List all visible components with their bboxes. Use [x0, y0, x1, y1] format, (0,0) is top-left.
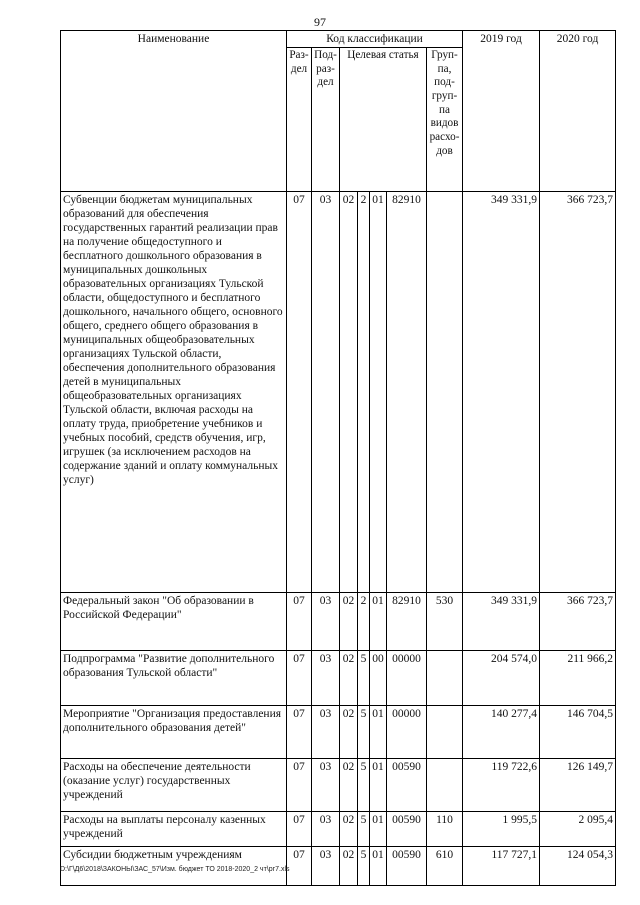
row-razdel: 07 — [287, 812, 312, 847]
row-value-2020: 126 149,7 — [540, 759, 616, 812]
row-group — [427, 651, 463, 706]
row-target-3: 01 — [370, 847, 387, 886]
row-group: 610 — [427, 847, 463, 886]
header-name: Наименование — [61, 31, 287, 192]
row-podrazdel: 03 — [312, 651, 340, 706]
row-target-1: 02 — [340, 192, 358, 593]
row-razdel: 07 — [287, 706, 312, 759]
row-target-4: 00590 — [387, 847, 427, 886]
header-row-top — [61, 31, 616, 48]
row-name: Подпрограмма "Развитие дополнительного образования Тульской области" — [61, 651, 287, 706]
header-year-2019: 2019 год — [463, 31, 540, 192]
row-target-3: 01 — [370, 593, 387, 651]
row-target-2: 2 — [358, 192, 370, 593]
row-value-2019: 140 277,4 — [463, 706, 540, 759]
row-razdel: 07 — [287, 759, 312, 812]
row-target-3: 01 — [370, 192, 387, 593]
row-target-4: 00590 — [387, 812, 427, 847]
row-value-2019: 1 995,5 — [463, 812, 540, 847]
row-value-2019: 119 722,6 — [463, 759, 540, 812]
row-name: Расходы на выплаты персоналу казенных учреждений — [61, 812, 287, 847]
row-name: Субсидии бюджетным учреждениям — [61, 847, 287, 886]
row-target-1: 02 — [340, 812, 358, 847]
row-target-1: 02 — [340, 593, 358, 651]
row-group: 530 — [427, 593, 463, 651]
row-podrazdel: 03 — [312, 706, 340, 759]
row-value-2019: 204 574,0 — [463, 651, 540, 706]
row-target-2: 5 — [358, 759, 370, 812]
row-target-3: 01 — [370, 706, 387, 759]
row-target-4: 00000 — [387, 706, 427, 759]
header-target-article: Целевая статья — [340, 48, 427, 192]
budget-table — [60, 30, 616, 886]
header-code: Код классификации — [287, 31, 463, 48]
row-value-2020: 2 095,4 — [540, 812, 616, 847]
row-value-2020: 366 723,7 — [540, 593, 616, 651]
page-number: 97 — [314, 15, 326, 29]
row-value-2020: 146 704,5 — [540, 706, 616, 759]
file-path-footer: D:\Г\Д6\2018\ЗАКОНЫ\ЗАС_57\Изм. бюджет ТО 2018-2020_2 чт\рг7.xls — [60, 866, 290, 873]
row-group — [427, 759, 463, 812]
row-value-2019: 117 727,1 — [463, 847, 540, 886]
row-target-2: 5 — [358, 812, 370, 847]
table-row — [61, 759, 616, 812]
row-name: Субвенции бюджетам муниципальных образований для обеспечения государственных гарантий реализации прав на получение общедоступного и бесплатного дошкольного образования в муниципальных дошкольных образовательных организациях Тульской области, общедоступного и бесплатного дошкольного, начального общего, основного общего, среднего общего образования в муниципальных общеобразовательных организациях Тульской области, обеспечения дополнительного образования детей в муниципальных общеобразовательных организациях Тульской области, включая расходы на оплату труда, приобретение учебников и учебных пособий, средств обучения, игр, игрушек (за исключением расходов на содержание зданий и оплату коммунальных услуг) — [61, 192, 287, 593]
row-target-4: 00000 — [387, 651, 427, 706]
row-group — [427, 706, 463, 759]
row-target-4: 82910 — [387, 593, 427, 651]
row-group — [427, 192, 463, 593]
row-value-2020: 124 054,3 — [540, 847, 616, 886]
row-target-1: 02 — [340, 847, 358, 886]
row-value-2020: 366 723,7 — [540, 192, 616, 593]
row-target-3: 01 — [370, 759, 387, 812]
row-podrazdel: 03 — [312, 593, 340, 651]
table-row — [61, 812, 616, 847]
table-row — [61, 192, 616, 593]
row-target-2: 5 — [358, 847, 370, 886]
table-row — [61, 706, 616, 759]
row-razdel: 07 — [287, 847, 312, 886]
row-group: 110 — [427, 812, 463, 847]
row-target-1: 02 — [340, 651, 358, 706]
row-name: Расходы на обеспечение деятельности (оказание услуг) государственных учреждений — [61, 759, 287, 812]
header-year-2020: 2020 год — [540, 31, 616, 192]
row-podrazdel: 03 — [312, 847, 340, 886]
row-podrazdel: 03 — [312, 812, 340, 847]
row-target-1: 02 — [340, 706, 358, 759]
row-target-2: 5 — [358, 651, 370, 706]
row-razdel: 07 — [287, 593, 312, 651]
row-podrazdel: 03 — [312, 759, 340, 812]
row-podrazdel: 03 — [312, 192, 340, 593]
row-target-1: 02 — [340, 759, 358, 812]
row-target-3: 01 — [370, 812, 387, 847]
row-value-2019: 349 331,9 — [463, 192, 540, 593]
row-target-3: 00 — [370, 651, 387, 706]
row-value-2019: 349 331,9 — [463, 593, 540, 651]
row-target-2: 2 — [358, 593, 370, 651]
table-row — [61, 651, 616, 706]
row-target-2: 5 — [358, 706, 370, 759]
row-name: Мероприятие "Организация предоставления дополнительного образования детей" — [61, 706, 287, 759]
row-razdel: 07 — [287, 651, 312, 706]
row-name: Федеральный закон "Об образовании в Российской Федерации" — [61, 593, 287, 651]
header-expense-group: Груп- па, под- груп- па видов расхо- дов — [427, 48, 463, 192]
row-target-4: 82910 — [387, 192, 427, 593]
header-razdel: Раз- дел — [287, 48, 312, 192]
row-razdel: 07 — [287, 192, 312, 593]
row-value-2020: 211 966,2 — [540, 651, 616, 706]
table-row — [61, 593, 616, 651]
row-target-4: 00590 — [387, 759, 427, 812]
header-podrazdel: Под- раз- дел — [312, 48, 340, 192]
